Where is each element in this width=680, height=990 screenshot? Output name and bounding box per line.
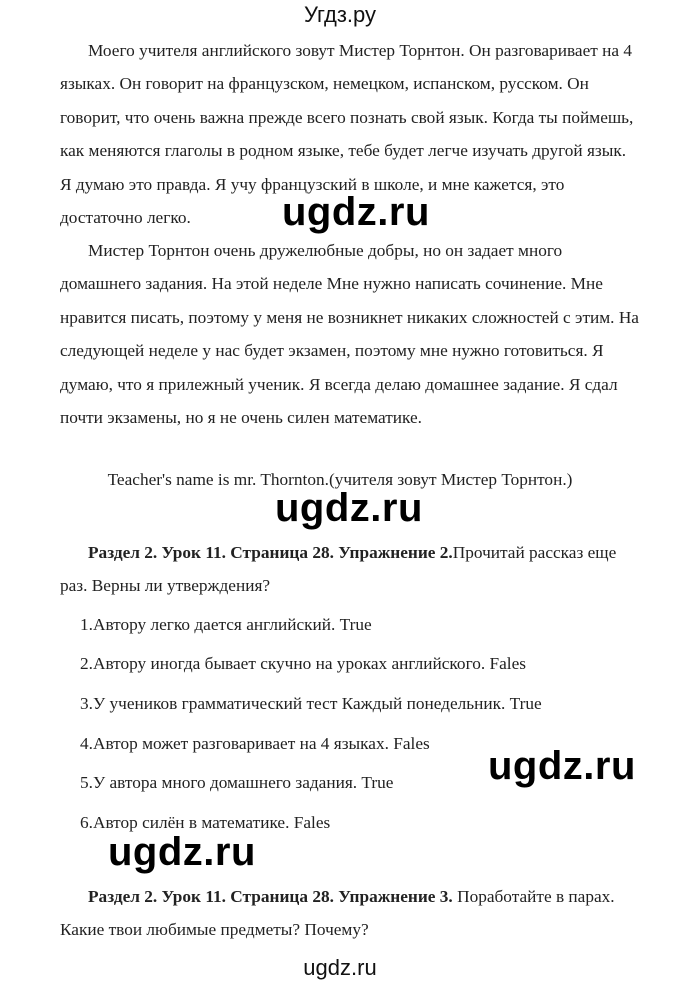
exercise-2-text: Прочитай рассказ еще раз. Верны ли утверждения? bbox=[60, 543, 617, 596]
watermark: ugdz.ru bbox=[275, 486, 423, 530]
watermark: ugdz.ru bbox=[488, 744, 636, 788]
watermark: ugdz.ru bbox=[108, 830, 256, 874]
watermark: ugdz.ru bbox=[282, 190, 430, 234]
story-paragraph-1-text: Моего учителя английского зовут Мистер Торнтон. Он разговаривает на 4 языках. Он говорит на французском, немецком, испанском, русском. Он говорит, что очень важна прежде всего познать свой язык. Когда ты поймешь, как меняются глаголы в родном языке, тебе будет легче изучать другой язык. Я думаю это правда. Я учу французский в школе, и мне кажется, это достаточно легко. bbox=[60, 41, 634, 228]
statement-item: 2.Автору иногда бывает скучно на уроках английского. Fales bbox=[80, 654, 526, 673]
statement-item: 3.У учеников грамматический тест Каждый понедельник. True bbox=[80, 694, 542, 713]
exercise-2-heading: Раздел 2. Урок 11. Страница 28. Упражнение 2. bbox=[88, 543, 453, 562]
exercise-3-text: Поработайте в парах. Какие твои любимые предметы? Почему? bbox=[60, 887, 615, 940]
site-title: Угдз.ру bbox=[303, 2, 377, 27]
footer-site-mark: ugdz.ru bbox=[303, 955, 377, 980]
statement-item: 5.У автора много домашнего задания. True bbox=[80, 773, 394, 792]
answer-line: Teacher's name is mr. Thornton.(учителя зовут Мистер Торнтон.) bbox=[107, 470, 573, 489]
story-paragraph-2-text: Мистер Торнтон очень дружелюбные добры, но он задает много домашнего задания. На этой неделе Мне нужно написать сочинение. Мне нравится писать, поэтому у меня не возникнет никаких сложностей с этим. На следующей неделе у нас будет экзамен, поэтому мне нужно готовиться. Я думаю, что я прилежный ученик. Я всегда делаю домашнее задание. Я сдал почти экзамены, но я не очень силен математике. bbox=[60, 241, 639, 428]
exercise-3-intro bbox=[60, 880, 640, 947]
statement-item: 4.Автор может разговаривает на 4 языках. Fales bbox=[80, 734, 430, 753]
exercise-2-intro bbox=[60, 536, 640, 603]
statement-item: 6.Автор силён в математике. Fales bbox=[80, 813, 331, 832]
story-paragraph-2 bbox=[60, 234, 640, 434]
statement-item: 1.Автору легко дается английский. True bbox=[80, 615, 372, 634]
exercise-3-heading: Раздел 2. Урок 11. Страница 28. Упражнение 3. bbox=[88, 887, 453, 906]
